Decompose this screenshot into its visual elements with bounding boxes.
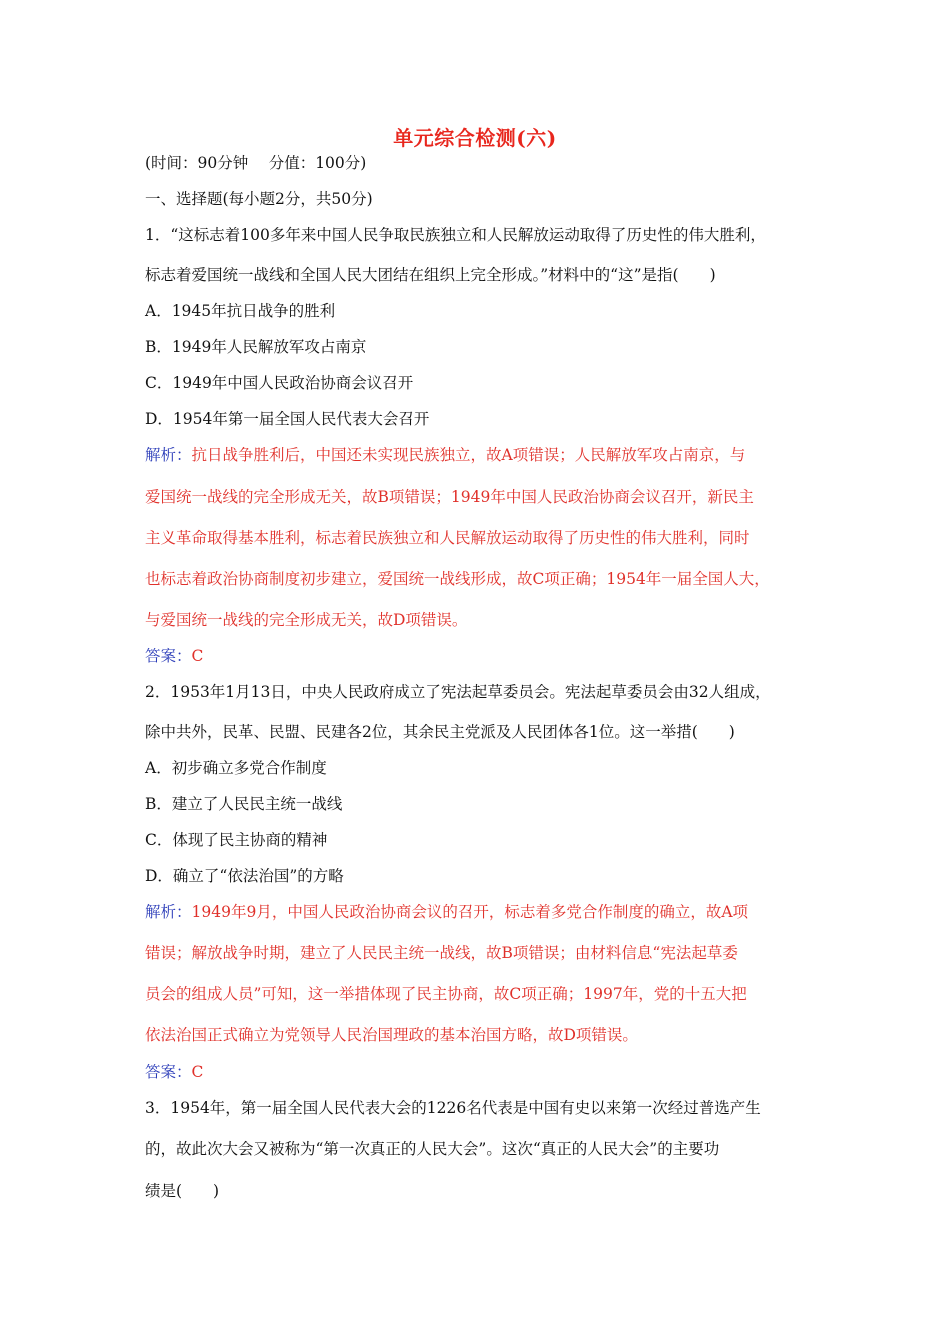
q2-analysis-line-3: 员会的组成人员”可知，这一举措体现了民主协商，故C项正确；1997年，党的十五大把 xyxy=(145,985,747,1003)
q3-stem-line-2: 的，故此次大会又被称为“第一次真正的人民大会”。这次“真正的人民大会”的主要功 xyxy=(145,1140,720,1158)
q1-stem-line-2: 标志着爱国统一战线和全国人民大团结在组织上完全形成。”材料中的“这”是指( ) xyxy=(145,266,716,284)
q2-answer-value: C xyxy=(191,1063,204,1081)
q2-answer-label: 答案： xyxy=(145,1063,192,1081)
q2-option-b: B．建立了人民民主统一战线 xyxy=(145,795,343,813)
exam-meta: (时间：90分钟 分值：100分) xyxy=(145,154,367,172)
q1-analysis-text-1: 抗日战争胜利后，中国还未实现民族独立，故A项错误；人民解放军攻占南京，与 xyxy=(191,446,746,464)
q2-analysis-label: 解析： xyxy=(145,903,192,921)
q1-analysis-line-1 xyxy=(145,444,825,466)
q1-analysis-line-2: 爱国统一战线的完全形成无关，故B项错误；1949年中国人民政治协商会议召开，新民主 xyxy=(145,488,754,506)
q2-stem-line-1: 2．1953年1月13日，中央人民政府成立了宪法起草委员会。宪法起草委员会由32人组成， xyxy=(145,683,771,701)
q2-analysis-text-1: 1949年9月，中国人民政治协商会议的召开，标志着多党合作制度的确立，故A项 xyxy=(191,903,749,921)
q1-option-c: C．1949年中国人民政治协商会议召开 xyxy=(145,374,414,392)
q1-option-d: D．1954年第一届全国人民代表大会召开 xyxy=(145,410,430,428)
q1-option-b: B．1949年人民解放军攻占南京 xyxy=(145,338,367,356)
q1-analysis-line-4: 也标志着政治协商制度初步建立，爱国统一战线形成，故C项正确；1954年一届全国人大， xyxy=(145,570,770,588)
q2-answer xyxy=(145,1061,825,1083)
section-heading: 一、选择题(每小题2分，共50分) xyxy=(145,190,373,208)
q2-option-c: C．体现了民主协商的精神 xyxy=(145,831,328,849)
q1-answer-label: 答案： xyxy=(145,647,192,665)
document-title: 单元综合检测(六) xyxy=(393,126,557,150)
q1-analysis-line-3: 主义革命取得基本胜利，标志着民族独立和人民解放运动取得了历史性的伟大胜利，同时 xyxy=(145,529,750,547)
q3-stem-line-3: 绩是( ) xyxy=(145,1182,220,1200)
q1-analysis-line-5: 与爱国统一战线的完全形成无关，故D项错误。 xyxy=(145,611,468,629)
q2-analysis-line-4: 依法治国正式确立为党领导人民治国理政的基本治国方略，故D项错误。 xyxy=(145,1026,638,1044)
q1-answer xyxy=(145,645,825,667)
q2-stem-line-2: 除中共外，民革、民盟、民建各2位，其余民主党派及人民团体各1位。这一举措( ) xyxy=(145,723,735,741)
q2-option-d: D．确立了“依法治国”的方略 xyxy=(145,867,344,885)
q1-stem-line-1: 1．“这标志着100多年来中国人民争取民族独立和人民解放运动取得了历史性的伟大胜利， xyxy=(145,226,766,244)
q1-option-a: A．1945年抗日战争的胜利 xyxy=(145,302,336,320)
q2-analysis-line-1 xyxy=(145,901,825,923)
q1-answer-value: C xyxy=(191,647,204,665)
q2-analysis-line-2: 错误；解放战争时期，建立了人民民主统一战线，故B项错误；由材料信息“宪法起草委 xyxy=(145,944,738,962)
q2-option-a: A．初步确立多党合作制度 xyxy=(145,759,327,777)
q3-stem-line-1: 3．1954年，第一届全国人民代表大会的1226名代表是中国有史以来第一次经过普选产生 xyxy=(145,1099,761,1117)
q1-analysis-label: 解析： xyxy=(145,446,192,464)
